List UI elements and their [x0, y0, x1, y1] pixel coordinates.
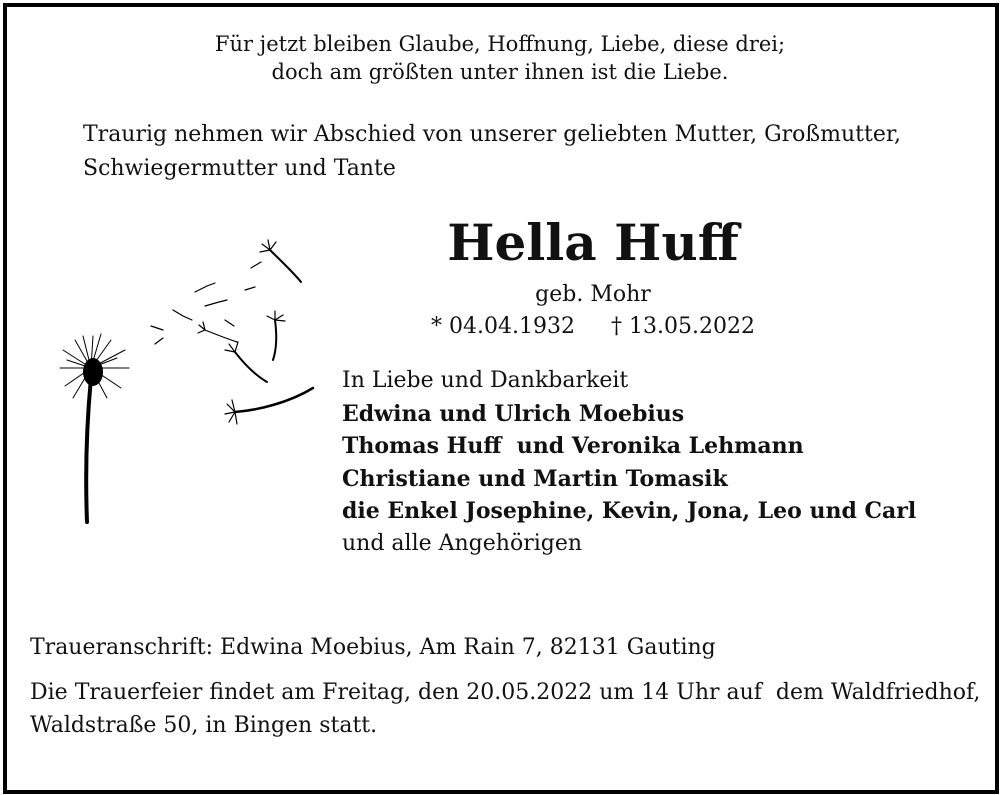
dandelion-icon [55, 230, 325, 530]
mourners-list [342, 365, 916, 560]
birth-name: geb. Mohr [535, 282, 651, 307]
intro-line-1: Traurig nehmen wir Abschied von unserer geliebten Mutter, Großmutter, [83, 122, 901, 147]
birth-date: 04.04.1932 [449, 314, 575, 339]
death-symbol: † [611, 314, 622, 339]
mourner-name: Edwina und Ulrich Moebius [342, 400, 685, 427]
mourners-closing: und alle Angehörigen [342, 530, 583, 556]
flying-seeds [151, 240, 313, 424]
mourner-name: die Enkel Josephine, Kevin, Jona, Leo und Carl [342, 498, 917, 524]
death-date: 13.05.2022 [629, 314, 755, 339]
mourners-intro: In Liebe und Dankbarkeit [342, 368, 629, 393]
intro-text [83, 118, 901, 186]
deceased-name: Hella Huff [447, 213, 739, 272]
verse-line-2: doch am größten unter ihnen ist die Liebe. [271, 60, 729, 84]
funeral-service-info [30, 676, 980, 742]
bible-verse [0, 30, 1000, 86]
mourner-name: Christiane und Martin Tomasik [342, 465, 728, 492]
mourner-name: Thomas Huff und Veronika Lehmann [342, 433, 804, 459]
mourning-address: Traueranschrift: Edwina Moebius, Am Rain 7, 82131 Gauting [30, 635, 716, 660]
intro-line-2: Schwiegermutter und Tante [83, 156, 396, 181]
service-line-1: Die Trauerfeier findet am Freitag, den 20.05.2022 um 14 Uhr auf dem Waldfriedhof, [30, 680, 981, 705]
service-line-2: Waldstraße 50, in Bingen statt. [30, 713, 378, 738]
birth-symbol: * [431, 314, 443, 339]
life-dates [393, 313, 793, 341]
verse-line-1: Für jetzt bleiben Glaube, Hoffnung, Liebe, diese drei; [214, 32, 786, 56]
